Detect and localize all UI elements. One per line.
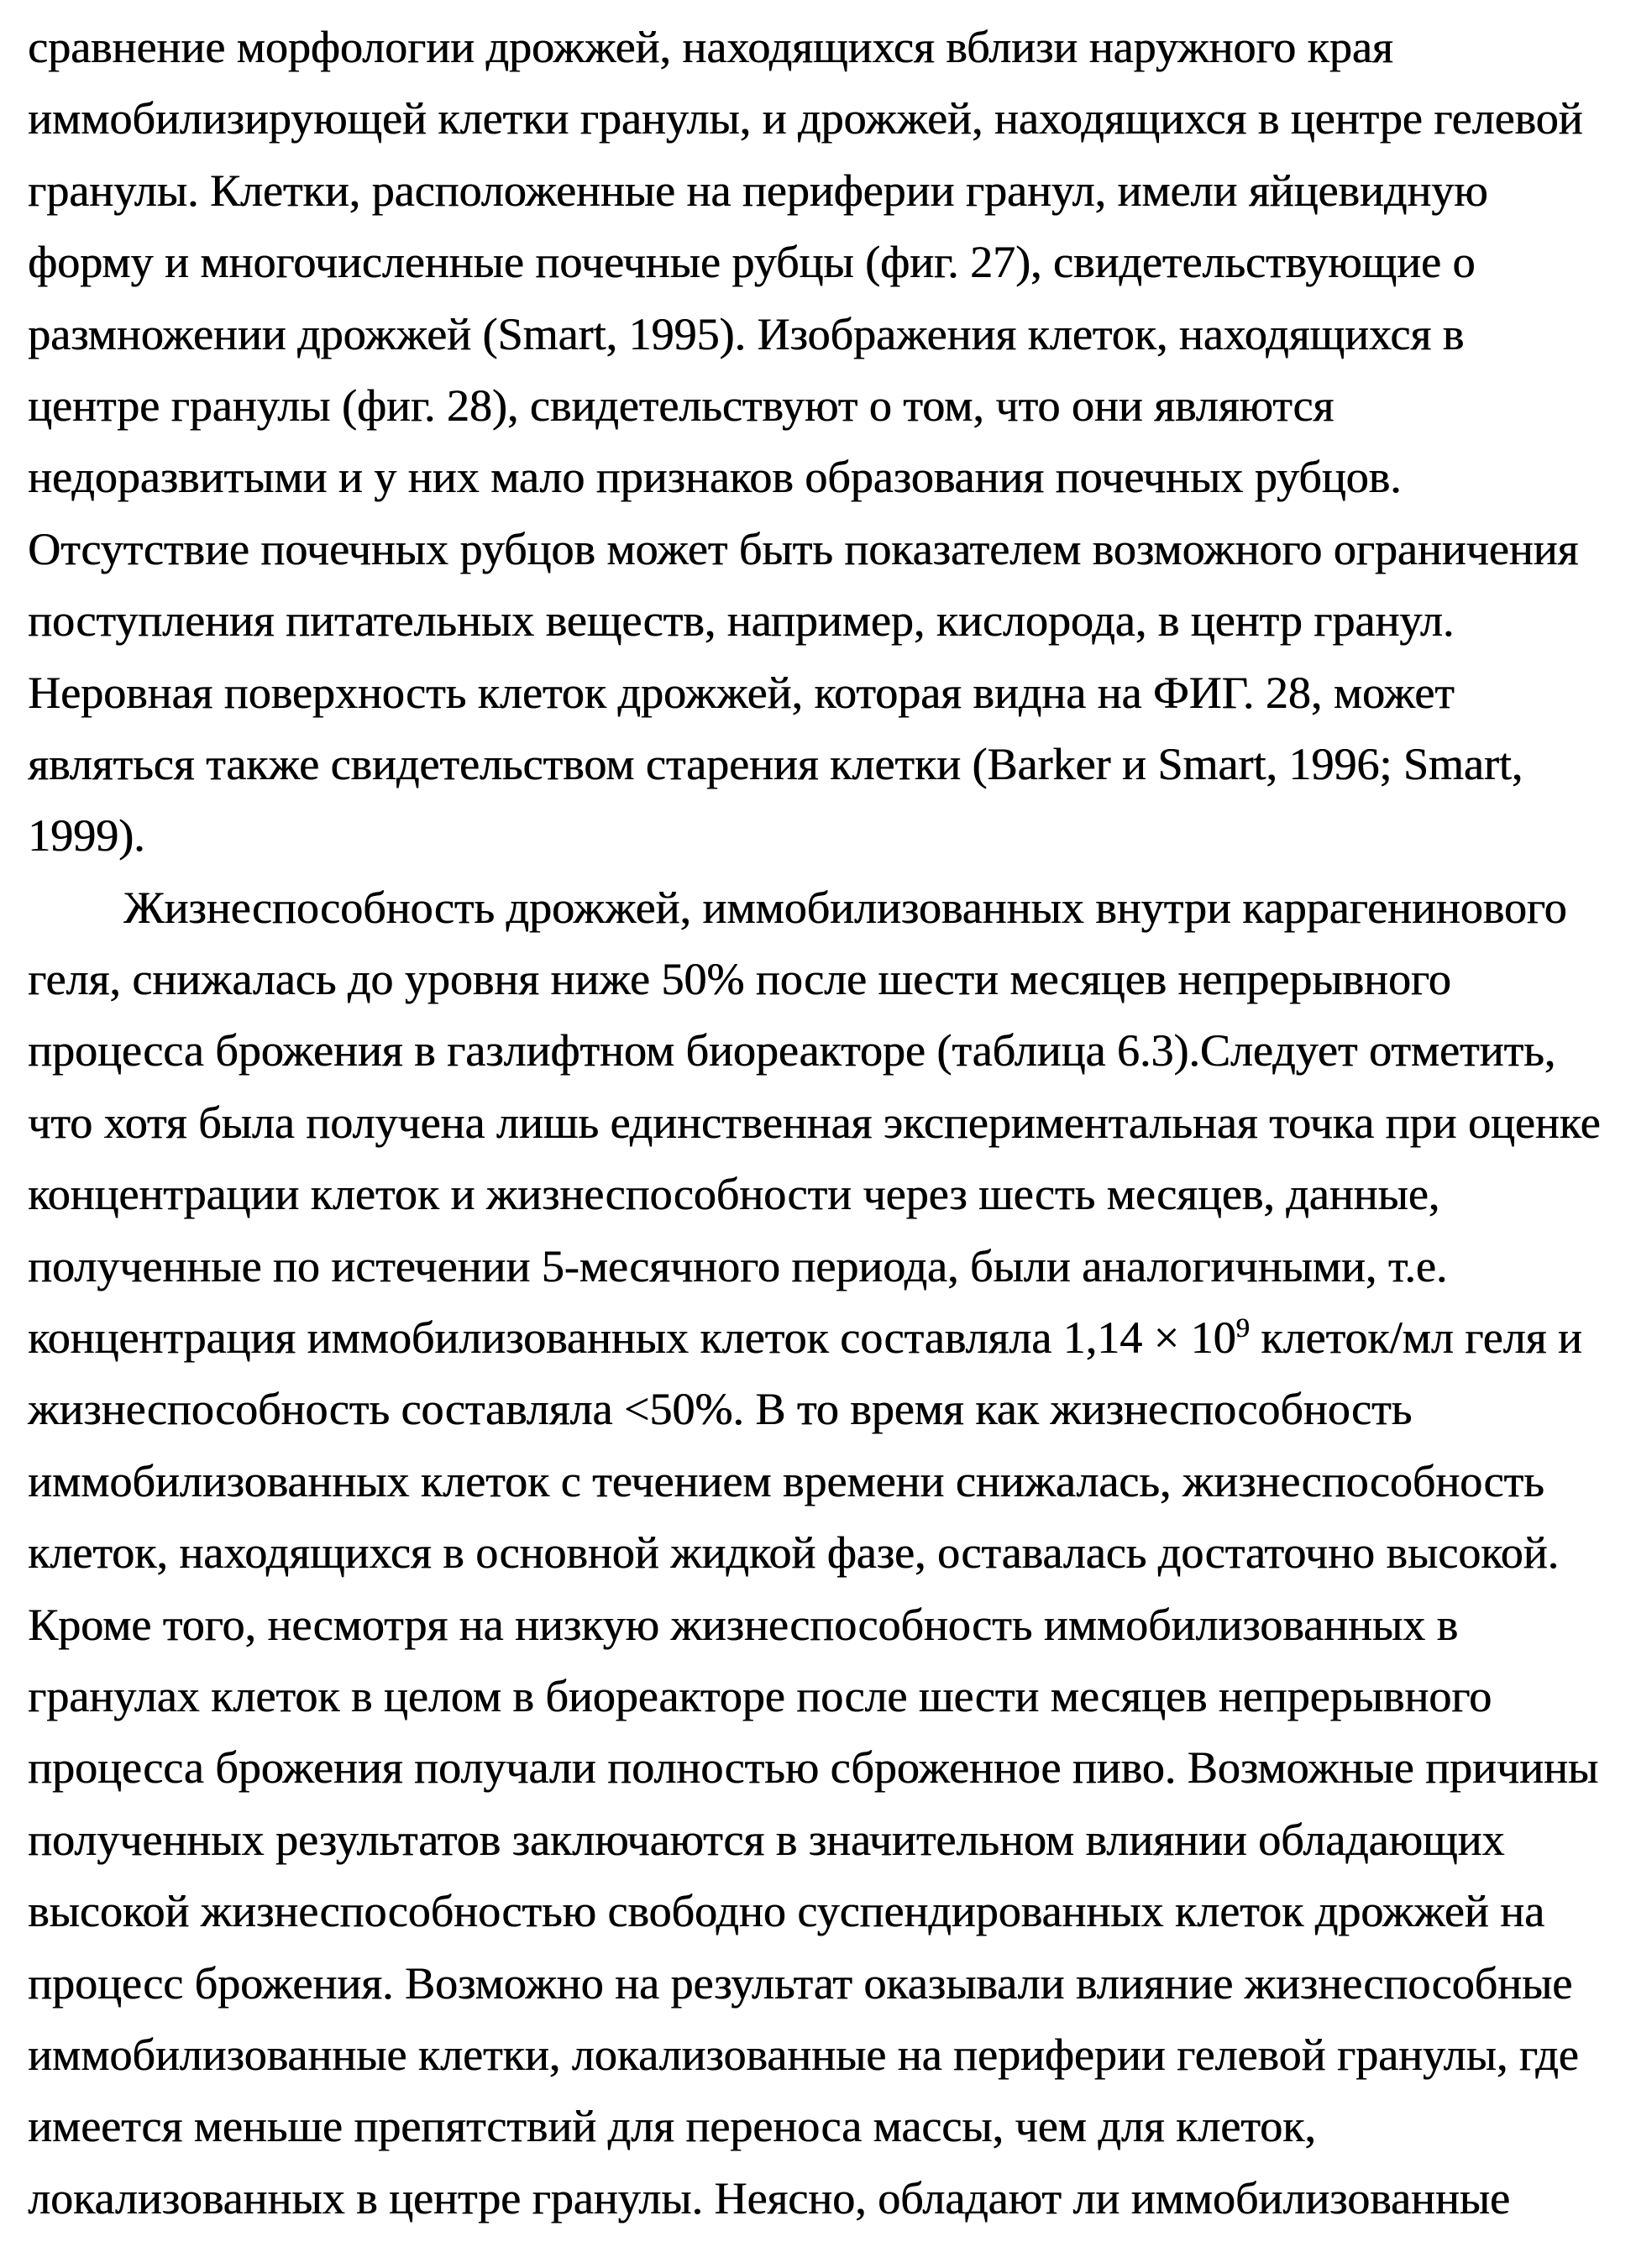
text-line: процесса брожения в газлифтном биореакторе (таблица 6.3).Следует отметить, (28, 1025, 1556, 1076)
text-line: являться также свидетельством старения клетки (Barker и Smart, 1996; Smart, (28, 738, 1523, 789)
text-line-paragraph-start: Жизнеспособность дрожжей, иммобилизованных внутри каррагенинового (123, 882, 1567, 933)
text-line: Кроме того, несмотря на низкую жизнеспособность иммобилизованных в (28, 1599, 1459, 1650)
text-line: 1999). (28, 810, 145, 862)
text-line: клеток, находящихся в основной жидкой фазе, оставалась достаточно высокой. (28, 1527, 1559, 1579)
text-line: концентрации клеток и жизнеспособности через шесть месяцев, данные, (28, 1169, 1440, 1220)
text-line: имеется меньше препятствий для переноса массы, чем для клеток, (28, 2101, 1316, 2152)
text-line: локализованных в центре гранулы. Неясно, обладают ли иммобилизованные (28, 2172, 1510, 2223)
text-line: Неровная поверхность клеток дрожжей, которая видна на ФИГ. 28, может (28, 667, 1455, 718)
text-line: высокой жизнеспособностью свободно суспендированных клеток дрожжей на (28, 1886, 1544, 1937)
text-line-with-exponent (28, 1302, 1612, 1374)
text-line: процесс брожения. Возможно на результат оказывали влияние жизнеспособные (28, 1957, 1573, 2009)
text-line: полученных результатов заключаются в значительном влиянии обладающих (28, 1814, 1505, 1865)
text-after-exponent: клеток/мл геля и (1249, 1312, 1582, 1364)
text-line: недоразвитыми и у них мало признаков образования почечных рубцов. (28, 452, 1402, 503)
text-line: поступления питательных веществ, например, кислорода, в центр гранул. (28, 595, 1455, 647)
superscript-exponent: 9 (1235, 1313, 1250, 1344)
text-line: процесса брожения получали полностью сброженное пиво. Возможные причины (28, 1742, 1599, 1794)
text-line: жизнеспособность составляла <50%. В то время как жизнеспособность (28, 1384, 1413, 1435)
text-line: иммобилизованные клетки, локализованные на периферии гелевой гранулы, где (28, 2029, 1579, 2080)
text-line: полученные по истечении 5-месячного периода, были аналогичными, т.е. (28, 1240, 1448, 1291)
text-line: что хотя была получена лишь единственная экспериментальная точка при оценке (28, 1097, 1601, 1148)
text-line: геля, снижалась до уровня ниже 50% после шести месяцев непрерывного (28, 954, 1451, 1005)
text-line: иммобилизованных клеток с течением времени снижалась, жизнеспособность (28, 1455, 1544, 1506)
text-line: иммобилизирующей клетки гранулы, и дрожжей, находящихся в центре гелевой (28, 93, 1583, 144)
text-line: размножении дрожжей (Smart, 1995). Изображения клеток, находящихся в (28, 308, 1465, 359)
text-line: гранулы. Клетки, расположенные на периферии гранул, имели яйцевидную (28, 165, 1488, 216)
text-line: форму и многочисленные почечные рубцы (фиг. 27), свидетельствующие о (28, 237, 1476, 288)
text-line: сравнение морфологии дрожжей, находящихся вблизи наружного края (28, 22, 1393, 72)
text-line: центре гранулы (фиг. 28), свидетельствуют о том, что они являются (28, 380, 1334, 431)
text-before-exponent: концентрация иммобилизованных клеток составляла 1,14 × 10 (28, 1312, 1236, 1364)
text-line: Отсутствие почечных рубцов может быть показателем возможного ограничения (28, 523, 1579, 574)
text-line: гранулах клеток в целом в биореакторе после шести месяцев непрерывного (28, 1670, 1492, 1721)
